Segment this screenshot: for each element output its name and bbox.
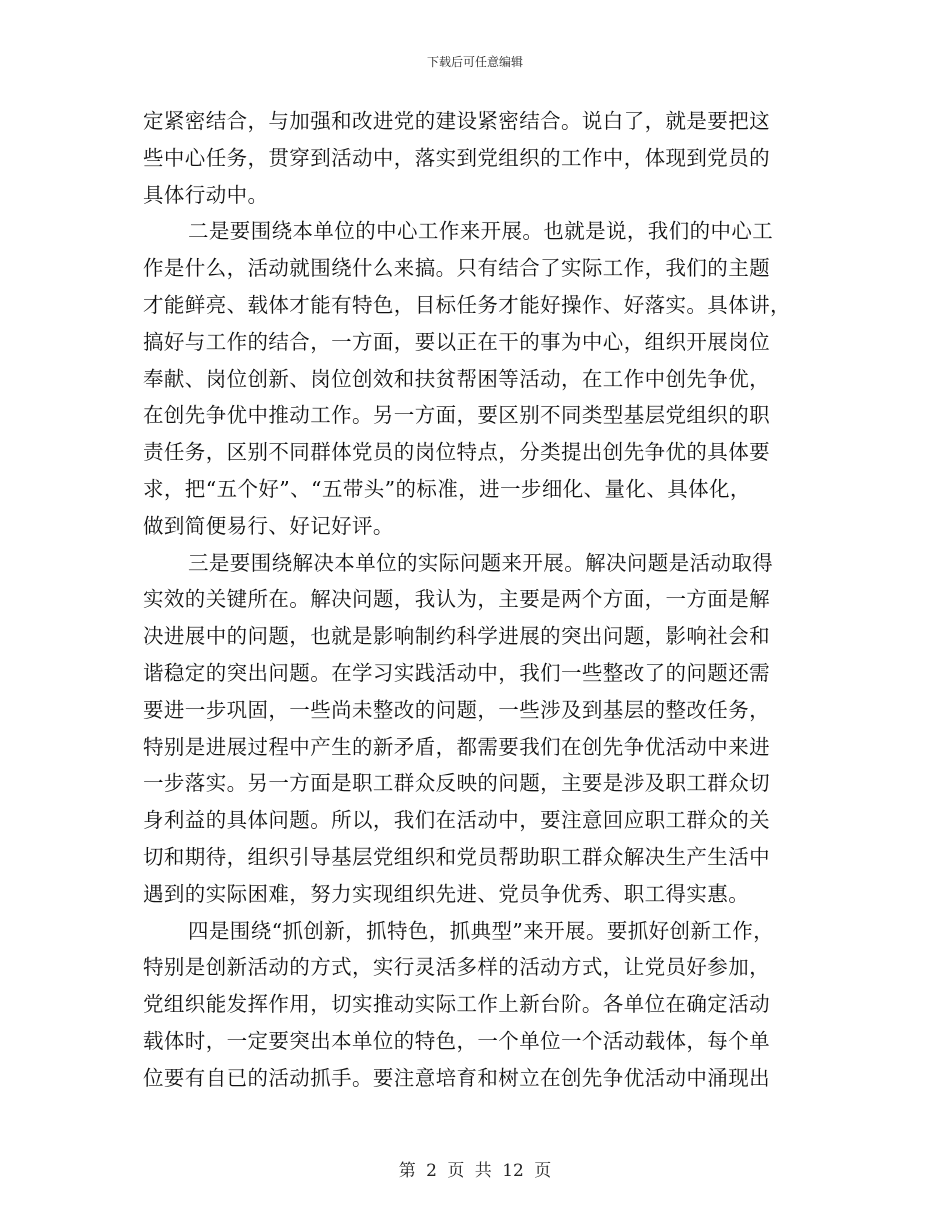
text-line: 些中心任务，贯穿到活动中，落实到党组织的工作中，体现到党员的: [143, 145, 770, 170]
text-line: 党组织能发挥作用，切实推动实际工作上新台阶。各单位在确定活动: [143, 992, 770, 1017]
text-line: 奉献、岗位创新、岗位创效和扶贫帮困等活动，在工作中创先争优，: [143, 366, 770, 391]
text-line: 定紧密结合，与加强和改进党的建设紧密结合。说白了，就是要把这: [143, 109, 770, 133]
text-line: 特别是创新活动的方式，实行灵活多样的活动方式，让党员好参加，: [143, 955, 770, 980]
text-line: 责任务，区别不同群体党员的岗位特点，分类提出创先争优的具体要: [143, 440, 770, 465]
paragraph-first-line: 三是要围绕解决本单位的实际问题来开展。解决问题是活动取得: [188, 550, 774, 575]
paragraph-first-line: 四是围绕“抓创新，抓特色，抓典型”来开展。要抓好创新工作，: [188, 918, 775, 943]
text-line: 搞好与工作的结合，一方面，要以正在干的事为中心，组织开展岗位: [143, 329, 770, 354]
text-line: 做到简便易行、好记好评。: [143, 513, 394, 538]
text-line: 切和期待，组织引导基层党组织和党员帮助职工群众解决生产生活中: [143, 844, 770, 869]
text-line: 特别是进展过程中产生的新矛盾，都需要我们在创先争优活动中来进: [143, 734, 770, 759]
text-line: 实效的关键所在。解决问题，我认为，主要是两个方面，一方面是解: [143, 587, 770, 612]
text-line: 位要有自已的活动抓手。要注意培育和树立在创先争优活动中涌现出: [143, 1065, 770, 1090]
text-line: 载体时，一定要突出本单位的特色，一个单位一个活动载体，每个单: [143, 1028, 770, 1053]
text-line: 决进展中的问题，也就是影响制约科学进展的突出问题，影响社会和: [143, 624, 770, 649]
text-line: 一步落实。另一方面是职工群众反映的问题，主要是涉及职工群众切: [143, 771, 770, 796]
text-line: 在创先争优中推动工作。另一方面，要区别不同类型基层党组织的职: [143, 403, 770, 428]
paragraph-first-line: 二是要围绕本单位的中心工作来开展。也就是说，我们的中心工: [188, 219, 774, 244]
text-line: 才能鲜亮、载体才能有特色，目标任务才能好操作、好落实。具体讲，: [143, 292, 791, 317]
page-number-footer: 第 2 页 共 12 页: [398, 1161, 552, 1181]
text-line: 要进一步巩固，一些尚未整改的问题，一些涉及到基层的整改任务，: [143, 697, 770, 722]
text-line: 具体行动中。: [143, 182, 269, 207]
text-line: 求，把“五个好”、“五带头”的标准，进一步细化、量化、具体化，: [143, 476, 751, 501]
page-header: 下载后可任意编辑: [426, 55, 523, 69]
text-line: 作是什么，活动就围绕什么来搞。只有结合了实际工作，我们的主题: [143, 256, 770, 281]
text-line: 遇到的实际困难，努力实现组织先进、党员争优秀、职工得实惠。: [143, 881, 750, 906]
text-line: 谐稳定的突出问题。在学习实践活动中，我们一些整改了的问题还需: [143, 660, 770, 685]
text-line: 身利益的具体问题。所以，我们在活动中，要注意回应职工群众的关: [143, 808, 770, 833]
document-body: [143, 103, 808, 1097]
